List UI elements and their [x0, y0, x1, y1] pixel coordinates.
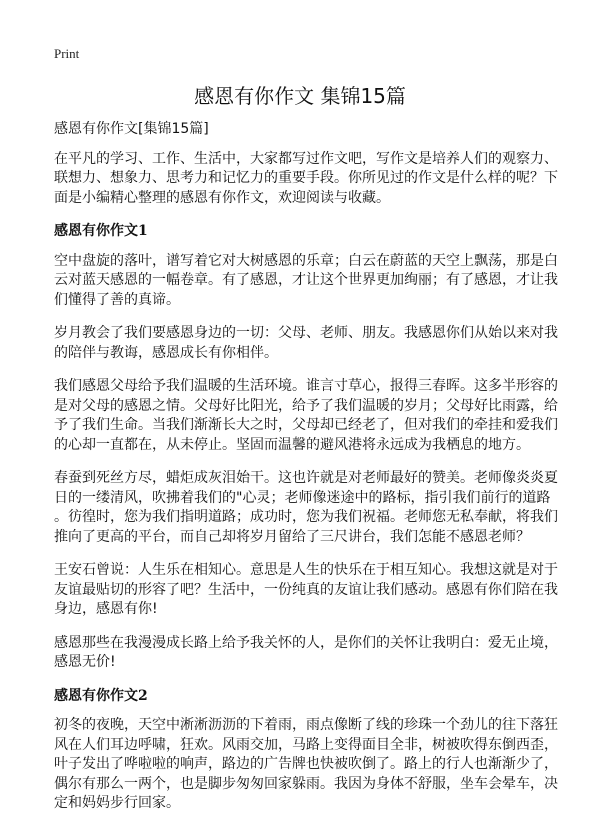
page-title: 感恩有你作文 集锦15篇: [194, 84, 406, 108]
paragraph-line: 们懂得了善的真谛。: [54, 291, 180, 308]
paragraph-line: 春蚕到死丝方尽，蜡炬成灰泪始干。这也许就是对老师最好的赞美。老师像炎炎夏: [54, 470, 558, 486]
paragraph-line: 。彷徨时，您为我们指明道路；成功时，您为我们祝福。老师您无私奉献，将我们: [54, 509, 558, 525]
section-heading: 感恩有你作文2: [54, 687, 148, 704]
paragraph: [54, 377, 564, 455]
paragraph-line: 王安石曾说：人生乐在相知心。意思是人生的快乐在于相互知心。我想这就是对于: [54, 562, 558, 578]
paragraph: [54, 252, 564, 311]
paragraph-line: 日的一缕清风，吹拂着我们的"心灵；老师像迷途中的路标，指引我们前行的道路: [54, 489, 551, 506]
paragraph-line: 感恩无价!: [54, 654, 116, 670]
paragraph-line: 初冬的夜晚，天空中淅淅沥沥的下着雨，雨点像断了线的珍珠一个劲儿的往下落狂: [54, 717, 558, 733]
paragraph-line: 感恩那些在我漫漫成长路上给予我关怀的人，是你们的关怀让我明白：爱无止境，: [54, 634, 558, 651]
paragraph: [54, 561, 564, 620]
paragraph: [54, 150, 564, 209]
paragraph-line: 空中盘旋的落叶，谱写着它对大树感恩的乐章；白云在蔚蓝的天空上飘荡，那是白: [54, 252, 558, 269]
paragraph-line: 我们感恩父母给予我们温暖的生活环境。谁言寸草心，报得三春晖。这多半形容的: [54, 378, 558, 394]
paragraph: [54, 634, 564, 673]
paragraph-line: 友谊最贴切的形容了吧？生活中，一份纯真的友谊让我们感动。感恩有你们陪在我: [54, 581, 558, 598]
article-subtitle: 感恩有你作文[集锦15篇]: [54, 121, 209, 137]
paragraph-line: 在平凡的学习、工作、生活中，大家都写过作文吧，写作文是培养人们的观察力、: [54, 150, 558, 167]
paragraph-line: 偶尔有那么一两个，也是脚步匆匆回家躲雨。我因为身体不舒服，坐车会晕车，决: [54, 775, 558, 792]
paragraph: [54, 716, 564, 814]
article-body: [54, 120, 564, 828]
paragraph-line: 身边，感恩有你!: [54, 601, 158, 617]
article-blocks: [54, 150, 564, 814]
paragraph-line: 联想力、想象力、思考力和记忆力的重要手段。你所见过的作文是什么样的呢？下: [54, 170, 558, 186]
paragraph-line: 推向了更高的平台，而自己却将岁月留给了三尺讲台，我们怎能不感恩老师？: [54, 528, 530, 545]
print-link[interactable]: Print: [54, 46, 80, 61]
section-heading: 感恩有你作文1: [54, 223, 148, 239]
paragraph-line: 的陪伴与教诲，感恩成长有你相伴。: [54, 344, 278, 361]
paragraph: [54, 324, 564, 363]
paragraph-line: 予了我们生命。当我们渐渐长大之时，父母却已经老了，但对我们的牵挂和爱我们: [54, 417, 558, 433]
paragraph-line: 是对父母的感恩之情。父母好比阳光，给予了我们温暖的岁月；父母好比雨露，给: [54, 397, 558, 414]
paragraph-line: 云对蓝天感恩的一幅卷章。有了感恩，才让这个世界更加绚丽；有了感恩，才让我: [54, 272, 558, 288]
paragraph-line: 岁月教会了我们要感恩身边的一切：父母、老师、朋友。我感恩你们从始以来对我: [54, 325, 558, 341]
paragraph-line: 叶子发出了哗啦啦的响声，路边的广告牌也快被吹倒了。路上的行人也渐渐少了，: [54, 756, 558, 772]
paragraph: [54, 469, 564, 547]
paragraph-line: 的心却一直都在，从未停止。坚固而温馨的避风港将永远成为我栖息的地方。: [54, 436, 530, 453]
paragraph-line: 定和妈妈步行回家。: [54, 795, 180, 811]
paragraph-line: 面是小编精心整理的感恩有你作文，欢迎阅读与收藏。: [54, 189, 390, 206]
paragraph-line: 风在人们耳边呼啸，狂欢。风雨交加，马路上变得面目全非，树被吹得东倒西歪，: [54, 736, 558, 753]
